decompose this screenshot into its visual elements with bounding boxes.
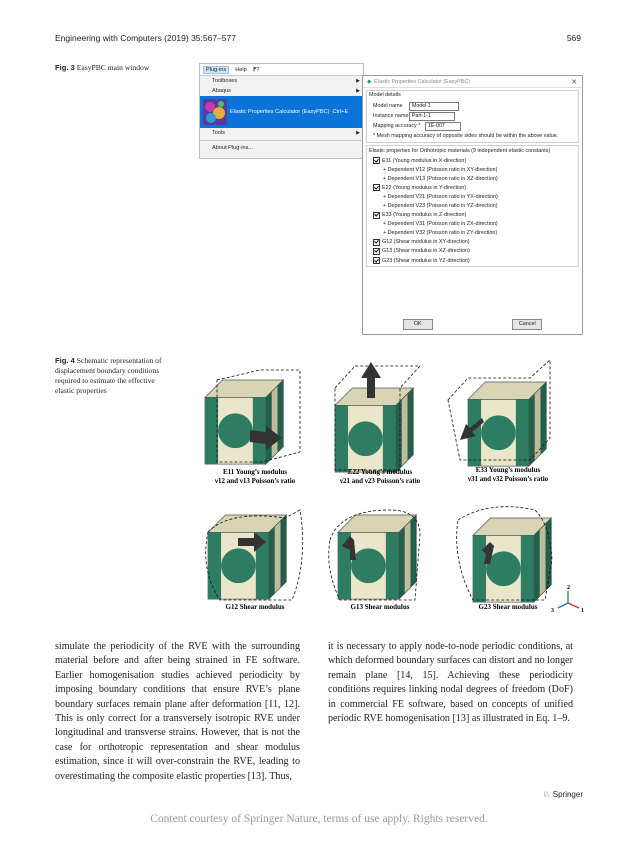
easypbc-dialog <box>362 75 583 335</box>
checkbox-icon <box>373 212 380 219</box>
cube-e33 <box>448 360 550 466</box>
instance-name-input[interactable]: Part-1-1 <box>409 112 455 121</box>
dialog-title: Elastic Properties Calculator (EasyPBC) <box>374 78 471 85</box>
model-details-heading: Model details <box>369 92 401 98</box>
fig3-caption <box>55 63 173 73</box>
whats-this-icon[interactable]: ⁋? <box>252 66 260 73</box>
cube-e22 <box>335 362 420 472</box>
page-number: 569 <box>566 33 581 43</box>
axis-2-label: 2 <box>567 585 570 591</box>
publisher-mark <box>543 790 583 799</box>
mapping-accuracy-label: Mapping accuracy * <box>373 123 421 129</box>
running-header <box>55 33 581 43</box>
publisher-name: Springer <box>552 790 583 799</box>
label-e33: E33 Young’s modulus <box>475 466 541 474</box>
elastic-properties-heading: Elastic properties for Orthotropic materials (9 independent elastic constants) <box>369 148 551 154</box>
cube-e11 <box>205 370 300 464</box>
ok-button[interactable]: OK <box>403 319 433 330</box>
app-icon: ◆ <box>367 78 372 85</box>
close-icon[interactable]: ✕ <box>571 78 577 86</box>
tools-label: Tools <box>212 130 226 136</box>
help-menu-title[interactable]: Help <box>235 66 247 73</box>
body-text-right: it is necessary to apply node-to-node periodic conditions, at which deformed boundary surfaces can distort and no longer remain plane [14, 15]. Achieving these periodicity conditions requires linking nodal degrees of freedom (DoF) in commercial FE software, based on concepts of unified periodic RVE homogenisation [13] as illustrated in Eq. 1–9. <box>328 641 573 725</box>
e22-checkbox[interactable] <box>373 183 576 192</box>
instance-name-label: Instance name <box>373 113 409 119</box>
v13-label: + Dependent V13 (Poisson ratio in XZ-direction) <box>383 175 498 182</box>
toolboxes-label: Toolboxes <box>212 78 238 84</box>
fig3-label: Fig. 3 <box>55 63 75 72</box>
g12-label: G12 (Shear modulus in XY-direction) <box>382 239 470 246</box>
g23-label: G23 (Shear modulus in YZ-direction) <box>382 257 470 264</box>
plugins-menu <box>199 63 364 159</box>
label-v21-v23: ν21 and ν23 Poisson’s ratio <box>339 477 421 485</box>
v12-label: + Dependent V12 (Poisson ratio in XY-direction) <box>383 166 498 173</box>
e33-label: E33 (Young modulus in Z-direction) <box>382 212 467 219</box>
checkbox-icon <box>373 239 380 246</box>
easypbc-shortcut: Ctrl+E <box>332 109 349 115</box>
abaqus-label: Abaqus <box>212 88 231 94</box>
model-details-group <box>366 90 579 143</box>
springer-horse-icon: ♘ <box>542 790 550 799</box>
label-e11: E11 Young’s modulus <box>222 468 288 476</box>
fig4-caption-text: Schematic representation of displacement boundary conditions required to estimate the effective elastic properties <box>55 356 162 395</box>
g12-checkbox[interactable] <box>373 238 576 247</box>
body-text-left: simulate the periodicity of the RVE with the surrounding material before and after being strained in FE software. Earlier homogenisation studies achieved periodicity by imposing boundary conditions that ensure RVE’s plane boundary surfaces remain plane after deformation [11, 12]. This is only correct for a transversely isotropic RVE under longitudinal and transverse strains. However, that is not the case for orthotropic representation and shear modulus estimation, since it will over-constrain the RVE, leading to overestimating the composite elastic properties [13]. Thus, <box>55 641 300 782</box>
fig3-caption-text: EasyPBC main window <box>76 63 150 72</box>
label-v31-v32: ν31 and ν32 Poisson’s ratio <box>467 475 549 483</box>
journal-citation: Engineering with Computers (2019) 35:567–577 <box>55 33 236 43</box>
checkbox-icon <box>373 157 380 164</box>
dialog-titlebar <box>363 76 582 88</box>
label-g13: G13 Shear modulus <box>350 603 410 611</box>
checkbox-icon <box>373 248 380 255</box>
menu-item-abaqus[interactable] <box>200 86 363 96</box>
v32-label: + Dependent V32 (Poisson ratio in ZY-direction) <box>383 230 498 237</box>
cancel-button[interactable]: Cancel <box>512 319 542 330</box>
label-e22: E22 Young’s modulus <box>347 468 413 476</box>
menu-item-tools[interactable] <box>200 128 363 138</box>
axis-3-label: 3 <box>551 608 554 614</box>
axis-triad-icon <box>551 585 584 614</box>
easypbc-label: Elastic Properties Calculator (EasyPBC) <box>230 109 330 115</box>
checkbox-icon <box>373 184 380 191</box>
about-label: About Plug-ins... <box>212 145 254 151</box>
easypbc-plugin-icon <box>203 99 227 125</box>
submenu-arrow-icon: ▶ <box>356 78 360 84</box>
dialog-buttons <box>363 319 582 330</box>
g13-label: G13 (Shear modulus in XZ-direction) <box>382 248 470 255</box>
fig4-label: Fig. 4 <box>55 356 75 365</box>
mapping-accuracy-input[interactable]: 1E-007 <box>425 122 461 131</box>
e33-checkbox[interactable] <box>373 211 576 220</box>
menu-item-easypbc[interactable] <box>200 96 363 128</box>
axis-1-label: 1 <box>581 608 584 614</box>
fig4-cube-figure <box>190 360 590 620</box>
model-name-input[interactable]: Model-1 <box>409 102 459 111</box>
label-g23: G23 Shear modulus <box>478 603 538 611</box>
label-v12-v13: ν12 and ν13 Poisson’s ratio <box>214 477 296 485</box>
menu-item-toolboxes[interactable] <box>200 76 363 86</box>
v21-label: + Dependent V21 (Poisson ratio in YX-direction) <box>383 193 498 200</box>
checkbox-icon <box>373 257 380 264</box>
accuracy-note: * Mesh mapping accuracy of opposite sides should be within the above value. <box>373 133 559 139</box>
cube-g13 <box>329 510 420 600</box>
e11-checkbox[interactable] <box>373 156 576 165</box>
e22-label: E22 (Young modulus in Y-direction) <box>382 184 467 191</box>
model-name-label: Model name <box>373 103 403 109</box>
menu-bar <box>200 64 363 76</box>
g13-checkbox[interactable] <box>373 247 576 256</box>
fig4-caption <box>55 356 173 396</box>
v23-label: + Dependent V23 (Poisson ratio in YZ-direction) <box>383 203 498 210</box>
v31-label: + Dependent V31 (Poisson ratio in ZX-direction) <box>383 221 498 228</box>
elastic-properties-group <box>366 145 579 267</box>
menu-separator <box>200 140 363 141</box>
label-g12: G12 Shear modulus <box>225 603 285 611</box>
plugins-menu-title[interactable]: Plug-ins <box>203 66 229 74</box>
g23-checkbox[interactable] <box>373 256 576 265</box>
menu-item-about[interactable] <box>200 143 363 153</box>
submenu-arrow-icon: ▶ <box>356 130 360 136</box>
submenu-arrow-icon: ▶ <box>356 88 360 94</box>
cube-g23 <box>457 507 552 602</box>
copyright-footer: Content courtesy of Springer Nature, terms of use apply. Rights reserved. <box>150 813 488 825</box>
e11-label: E11 (Young modulus in X-direction) <box>382 157 467 164</box>
cube-g12 <box>206 510 303 600</box>
